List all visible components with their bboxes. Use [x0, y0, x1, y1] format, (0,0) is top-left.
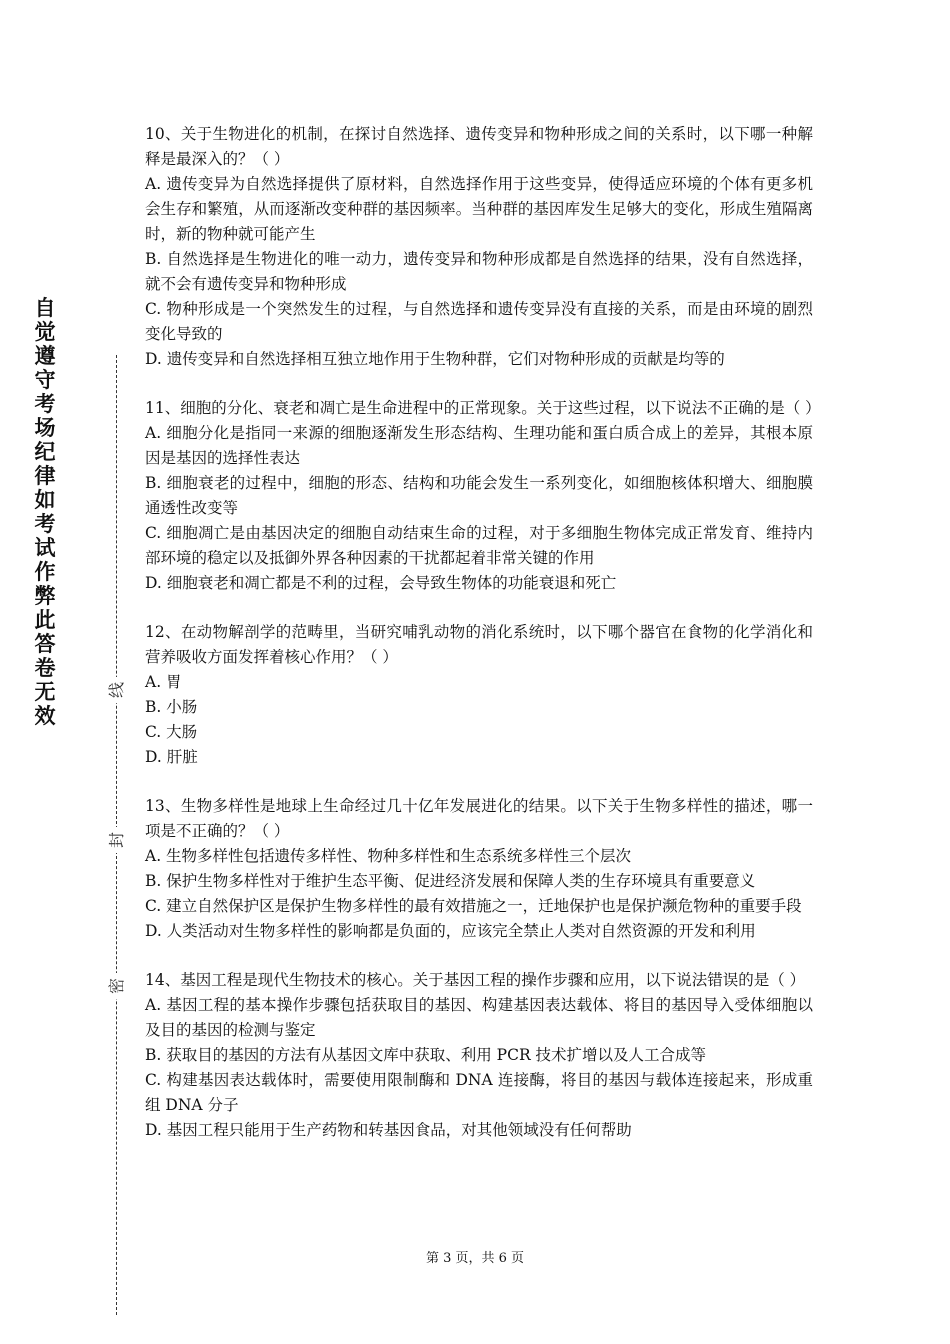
question-stem: 13、生物多样性是地球上生命经过几十亿年发展进化的结果。以下关于生物多样性的描述，哪一项是不正确的？（ ）: [145, 797, 813, 840]
option-b: B. 保护生物多样性对于维护生态平衡、促进经济发展和保障人类的生存环境具有重要意义: [145, 872, 756, 890]
question-stem: 12、在动物解剖学的范畴里，当研究哺乳动物的消化系统时，以下哪个器官在食物的化学消化和营养吸收方面发挥着核心作用？（ ）: [145, 623, 813, 666]
exam-discipline-notice: 自觉遵守考场纪律如考试作弊此答卷无效: [34, 296, 56, 728]
binding-mark-seal: 封: [104, 827, 130, 853]
option-c: C. 构建基因表达载体时，需要使用限制酶和 DNA 连接酶，将目的基因与载体连接起来，形成重组 DNA 分子: [145, 1071, 813, 1114]
question-13: [145, 794, 813, 944]
option-d: D. 人类活动对生物多样性的影响都是负面的，应该完全禁止人类对自然资源的开发和利用: [145, 922, 756, 940]
question-stem: 10、关于生物进化的机制，在探讨自然选择、遗传变异和物种形成之间的关系时，以下哪一种解释是最深入的？（ ）: [145, 125, 813, 168]
option-c: C. 建立自然保护区是保护生物多样性的最有效措施之一，迁地保护也是保护濒危物种的重要手段: [145, 897, 802, 915]
binding-line: [100, 355, 134, 1315]
option-d: D. 肝脏: [145, 748, 198, 766]
binding-mark-secret: 密: [104, 973, 130, 999]
option-b: B. 细胞衰老的过程中，细胞的形态、结构和功能会发生一系列变化，如细胞核体积增大、细胞膜通透性改变等: [145, 474, 813, 517]
question-stem: 11、细胞的分化、衰老和凋亡是生命进程中的正常现象。关于这些过程，以下说法不正确的是（ ）: [145, 399, 821, 417]
question-stem: 14、基因工程是现代生物技术的核心。关于基因工程的操作步骤和应用，以下说法错误的是（ ）: [145, 971, 806, 989]
option-b: B. 获取目的基因的方法有从基因文库中获取、利用 PCR 技术扩增以及人工合成等: [145, 1046, 707, 1064]
option-d: D. 基因工程只能用于生产药物和转基因食品，对其他领域没有任何帮助: [145, 1121, 632, 1139]
question-11: [145, 396, 821, 596]
option-b: B. 自然选择是生物进化的唯一动力，遗传变异和物种形成都是自然选择的结果，没有自然选择，就不会有遗传变异和物种形成: [145, 250, 813, 293]
option-b: B. 小肠: [145, 698, 198, 716]
option-c: C. 大肠: [145, 723, 198, 741]
option-c: C. 物种形成是一个突然发生的过程，与自然选择和遗传变异没有直接的关系，而是由环境的剧烈变化导致的: [145, 300, 813, 343]
question-12: [145, 620, 813, 770]
option-a: A. 细胞分化是指同一来源的细胞逐渐发生形态结构、生理功能和蛋白质合成上的差异，其根本原因是基因的选择性表达: [145, 424, 813, 467]
option-a: A. 遗传变异为自然选择提供了原材料，自然选择作用于这些变异，使得适应环境的个体有更多机会生存和繁殖，从而逐渐改变种群的基因频率。当种群的基因库发生足够大的变化，形成生殖隔离时，新的物种就可能产生: [145, 175, 813, 243]
questions-area: [145, 122, 821, 1167]
question-14: [145, 968, 813, 1143]
option-a: A. 胃: [145, 673, 182, 691]
option-c: C. 细胞凋亡是由基因决定的细胞自动结束生命的过程，对于多细胞生物体完成正常发育、维持内部环境的稳定以及抵御外界各种因素的干扰都起着非常关键的作用: [145, 524, 813, 567]
option-d: D. 遗传变异和自然选择相互独立地作用于生物种群，它们对物种形成的贡献是均等的: [145, 350, 725, 368]
page-number: 第 3 页，共 6 页: [425, 1251, 525, 1266]
option-a: A. 生物多样性包括遗传多样性、物种多样性和生态系统多样性三个层次: [145, 847, 632, 865]
option-d: D. 细胞衰老和凋亡都是不利的过程，会导致生物体的功能衰退和死亡: [145, 574, 617, 592]
binding-mark-line: 线: [104, 677, 130, 703]
option-a: A. 基因工程的基本操作步骤包括获取目的基因、构建基因表达载体、将目的基因导入受体细胞以及目的基因的检测与鉴定: [145, 996, 813, 1039]
question-10: [145, 122, 813, 372]
